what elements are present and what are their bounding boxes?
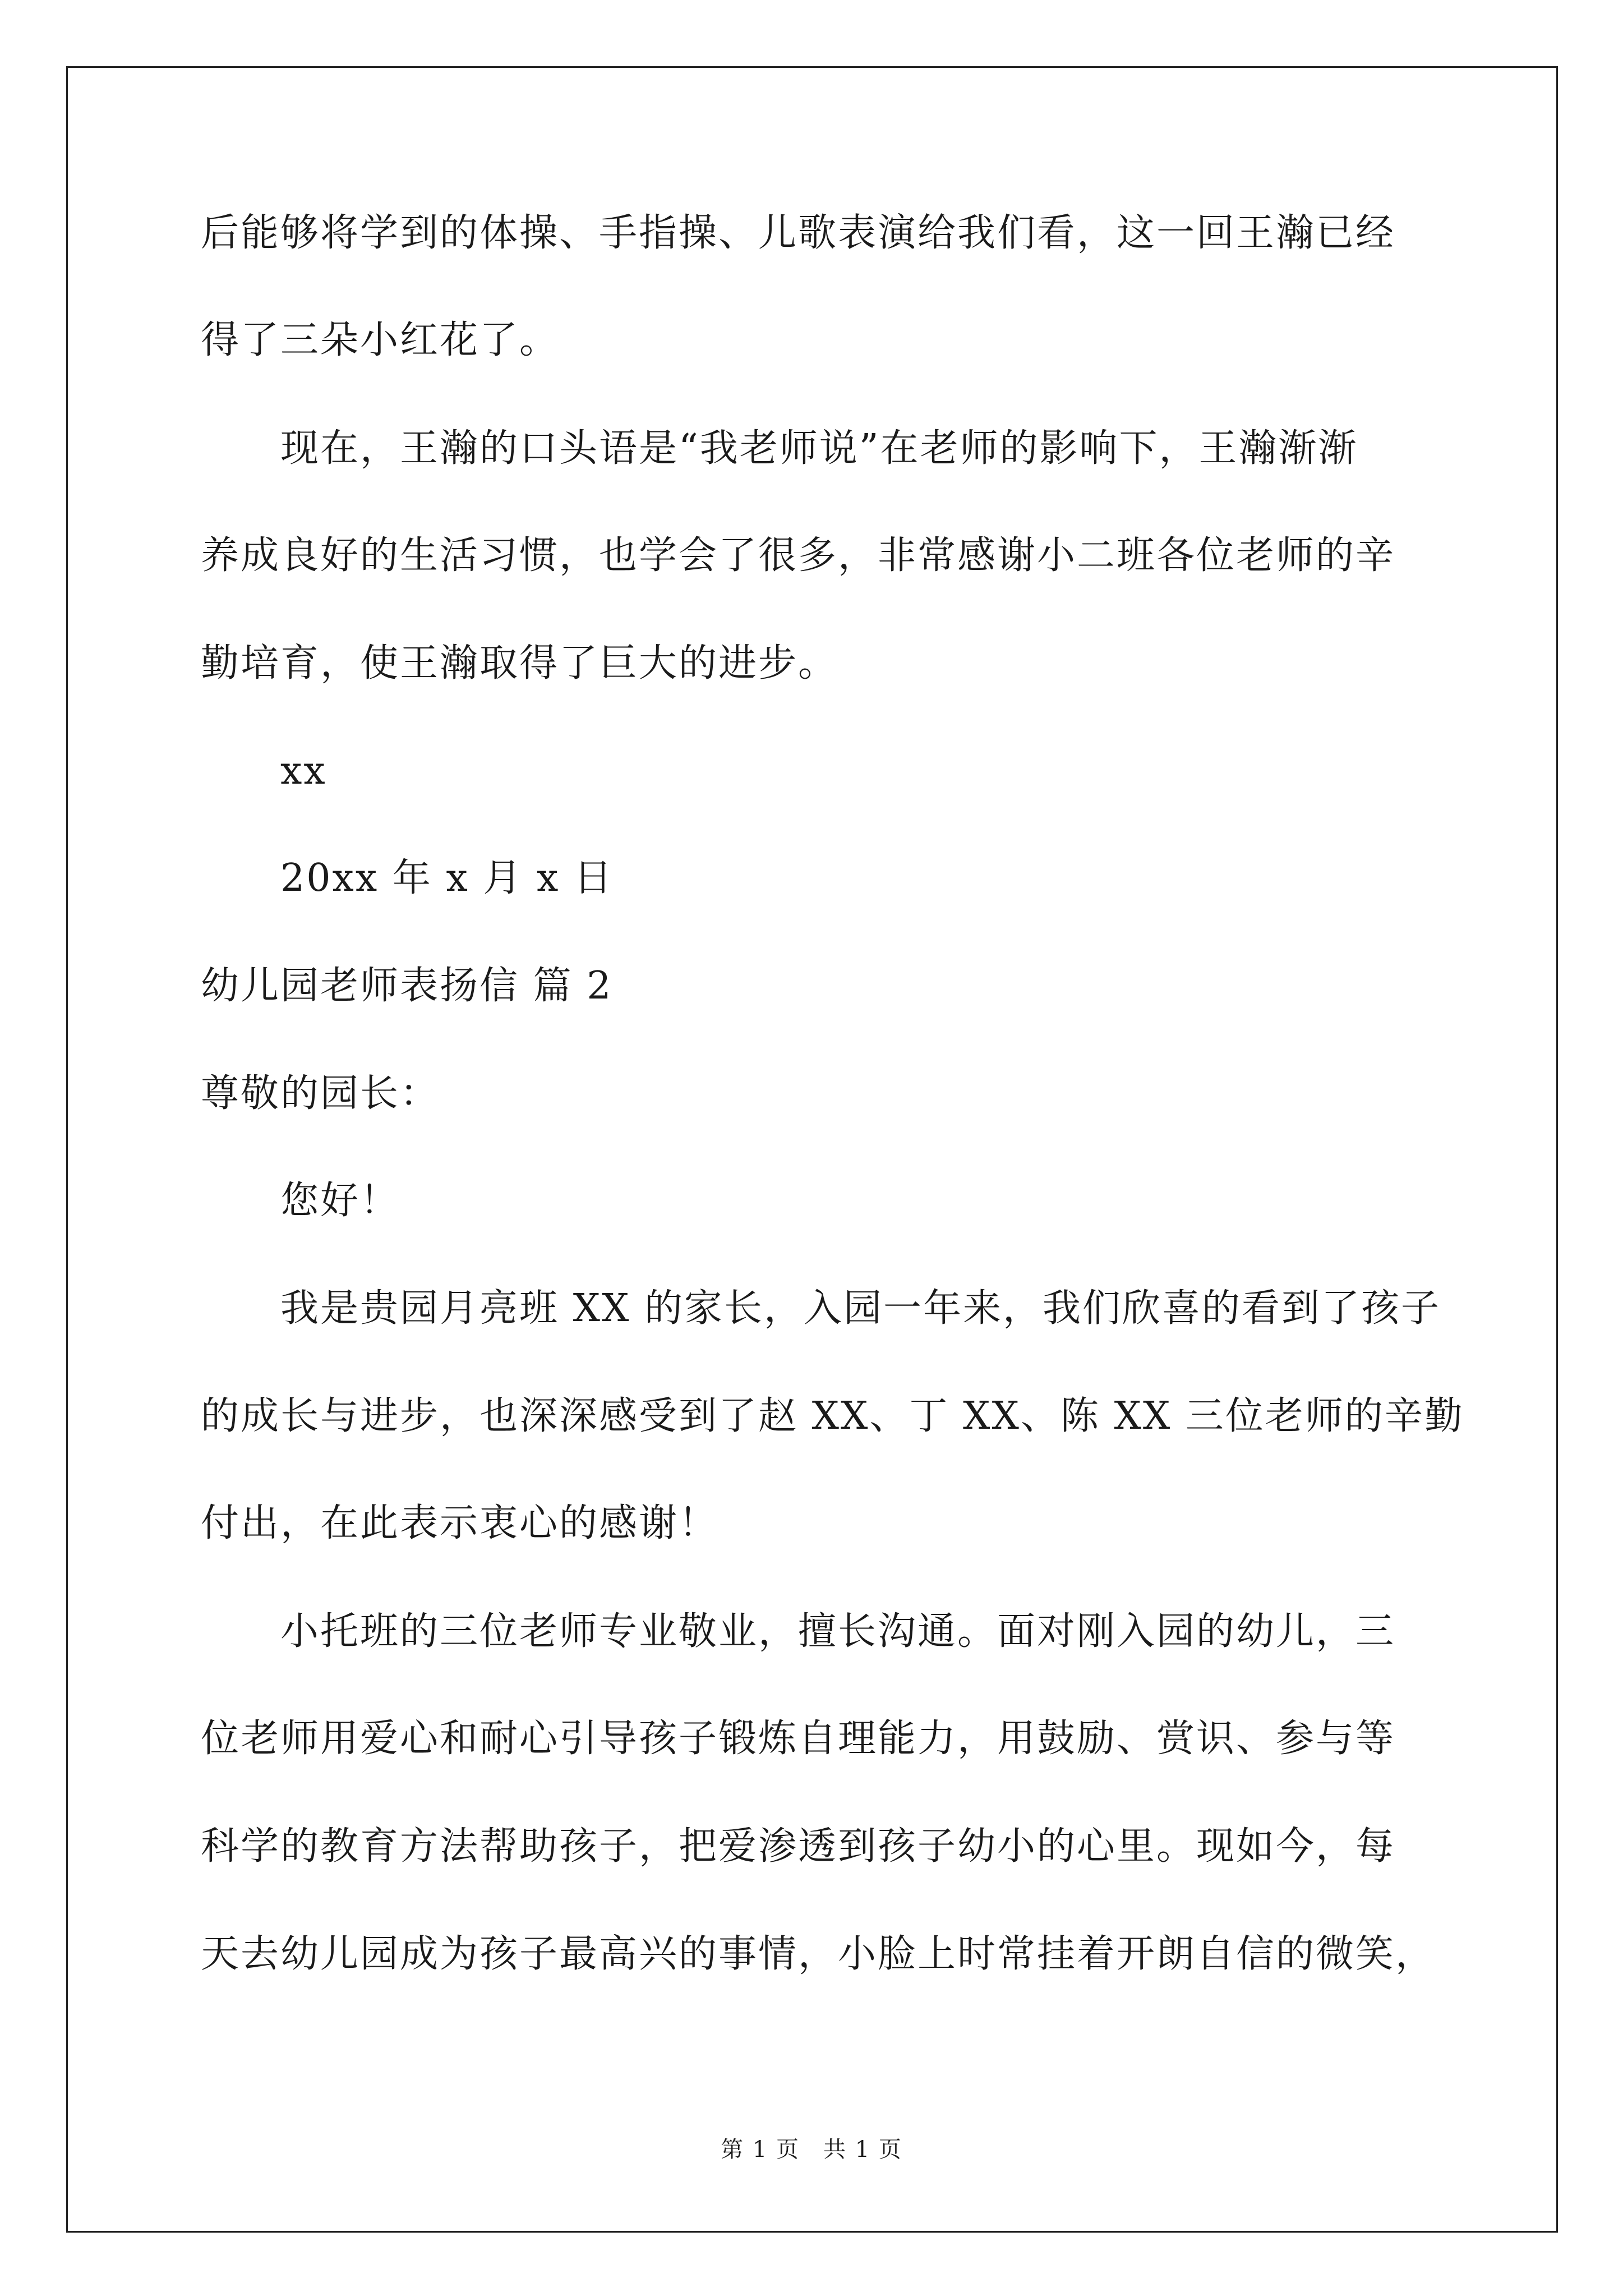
salutation: 尊敬的园长： [201,1071,440,1116]
page-footer: 第 1 页 共 1 页 [721,2137,902,2162]
body-line: 天去幼儿园成为孩子最高兴的事情，小脸上时常挂着开朗自信的微笑， [201,1932,1436,1976]
body-line: 养成良好的生活习惯，也学会了很多，非常感谢小二班各位老师的辛 [201,533,1396,578]
signature-date: 20xx 年 x 月 x 日 [280,856,614,900]
signature-name: xx [280,749,327,793]
body-line: 得了三朵小红花了。 [201,318,560,362]
page-border [66,66,1558,2233]
section-heading: 幼儿园老师表扬信 篇 2 [201,964,613,1008]
paragraph-first-line: 我是贵园月亮班 XX 的家长，入园一年来，我们欣喜的看到了孩子 [280,1286,1441,1331]
body-line: 勤培育，使王瀚取得了巨大的进步。 [201,641,838,685]
body-line: 后能够将学到的体操、手指操、儿歌表演给我们看，这一回王瀚已经 [201,211,1396,255]
body-line: 的成长与进步，也深深感受到了赵 XX、丁 XX、陈 XX 三位老师的辛勤 [201,1394,1464,1438]
paragraph-first-line: 现在，王瀚的口头语是“我老师说”在老师的影响下，王瀚渐渐 [280,426,1358,471]
greeting: 您好！ [280,1179,400,1223]
body-line: 位老师用爱心和耐心引导孩子锻炼自理能力，用鼓励、赏识、参与等 [201,1717,1396,1761]
paragraph-first-line: 小托班的三位老师专业敬业，擅长沟通。面对刚入园的幼儿，三 [280,1609,1396,1654]
body-line: 科学的教育方法帮助孩子，把爱渗透到孩子幼小的心里。现如今，每 [201,1824,1396,1869]
body-line: 付出，在此表示衷心的感谢！ [201,1501,719,1545]
